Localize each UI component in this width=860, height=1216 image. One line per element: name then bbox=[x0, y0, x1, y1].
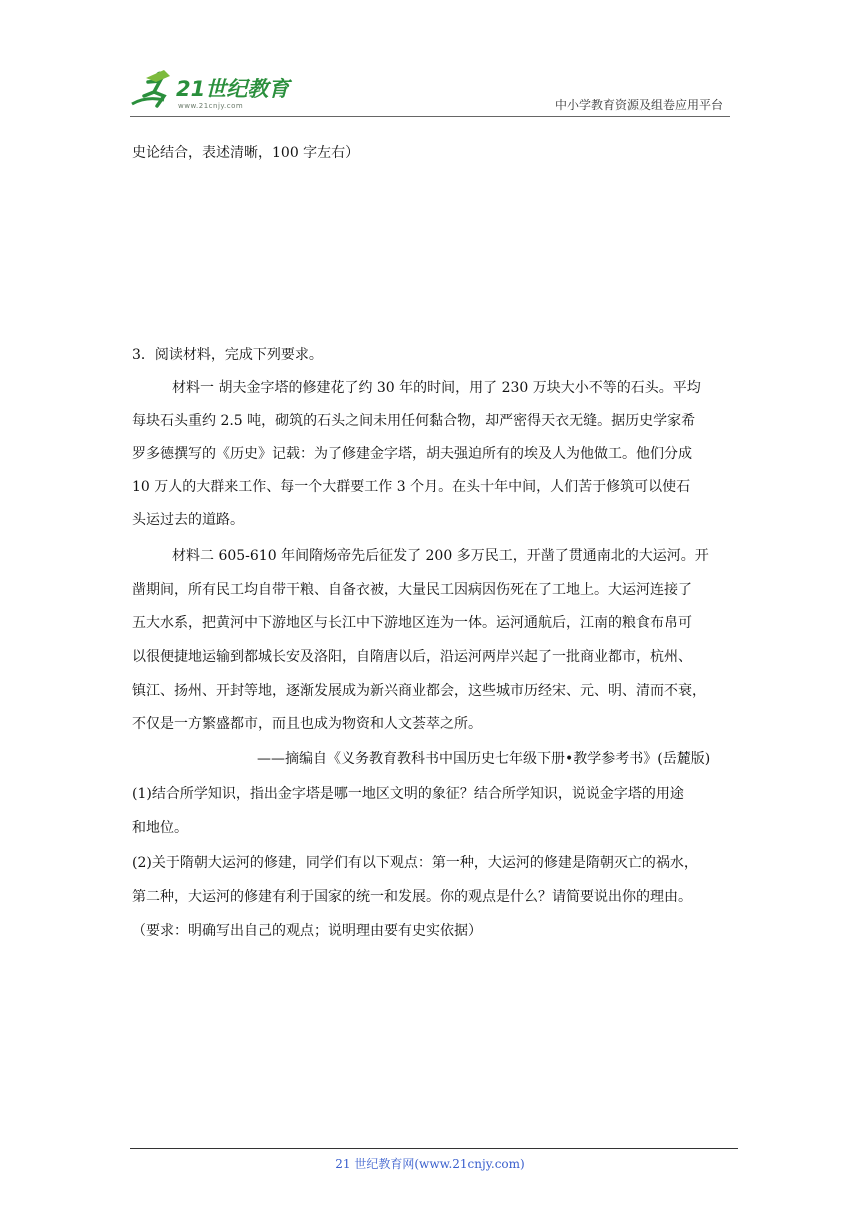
sub-question-2: （要求：明确写出自己的观点；说明理由要有史实依据） bbox=[132, 923, 482, 939]
question-3-title: 3．阅读材料，完成下列要求。 bbox=[132, 347, 323, 363]
sub-question-1: 和地位。 bbox=[132, 820, 188, 836]
material-2-line: 凿期间，所有民工均自带干粮、自备衣被，大量民工因病因伤死在了工地上。大运河连接了 bbox=[132, 582, 692, 598]
material-2-line: 以很便捷地运输到都城长安及洛阳，自隋唐以后，沿运河两岸兴起了一批商业都市，杭州、 bbox=[132, 649, 692, 665]
logo-url: www.21cnjy.com bbox=[178, 102, 244, 110]
material-2-line: 五大水系，把黄河中下游地区与长江中下游地区连为一体。运河通航后，江南的粮食布帛可 bbox=[132, 615, 692, 631]
material-source: ——摘编自《义务教育教科书中国历史七年级下册•教学参考书》(岳麓版) bbox=[257, 751, 711, 767]
material-1-line: 材料一 胡夫金字塔的修建花了约 30 年的时间，用了 230 万块大小不等的石头。平均 bbox=[172, 380, 701, 396]
footer-divider bbox=[130, 1148, 738, 1149]
logo-text: 21世纪教育 bbox=[176, 77, 290, 101]
material-1-line: 头运过去的道路。 bbox=[132, 512, 244, 528]
sub-question-1: (1)结合所学知识，指出金字塔是哪一地区文明的象征？结合所学知识，说说金字塔的用途 bbox=[132, 786, 684, 802]
material-1-line: 罗多德撰写的《历史》记载：为了修建金字塔，胡夫强迫所有的埃及人为他做工。他们分成 bbox=[132, 446, 692, 462]
footer-link[interactable]: 21 世纪教育网(www.21cnjy.com) bbox=[335, 1157, 525, 1171]
previous-question-tail: 史论结合，表述清晰，100 字左右） bbox=[132, 145, 360, 161]
material-1-line: 10 万人的大群来工作、每一个大群要工作 3 个月。在头十年中间，人们苦于修筑可以使石 bbox=[132, 479, 691, 495]
material-2-line: 材料二 605-610 年间隋炀帝先后征发了 200 多万民工，开凿了贯通南北的大运河。开 bbox=[172, 548, 709, 564]
header-divider bbox=[130, 116, 730, 117]
sub-question-2: (2)关于隋朝大运河的修建，同学们有以下观点：第一种，大运河的修建是隋朝灭亡的祸水， bbox=[132, 855, 698, 871]
material-1-line: 每块石头重约 2.5 吨，砌筑的石头之间未用任何黏合物，却严密得天衣无缝。据历史学家希 bbox=[132, 413, 696, 429]
material-2-line: 不仅是一方繁盛都市，而且也成为物资和人文荟萃之所。 bbox=[132, 716, 482, 732]
material-2-line: 镇江、扬州、开封等地，逐渐发展成为新兴商业都会，这些城市历经宋、元、明、清而不衰， bbox=[132, 683, 706, 699]
site-logo bbox=[124, 66, 294, 116]
platform-name: 中小学教育资源及组卷应用平台 bbox=[554, 98, 723, 112]
runner-icon bbox=[132, 70, 170, 106]
sub-question-2: 第二种，大运河的修建有利于国家的统一和发展。你的观点是什么？请简要说出你的理由。 bbox=[132, 889, 692, 905]
